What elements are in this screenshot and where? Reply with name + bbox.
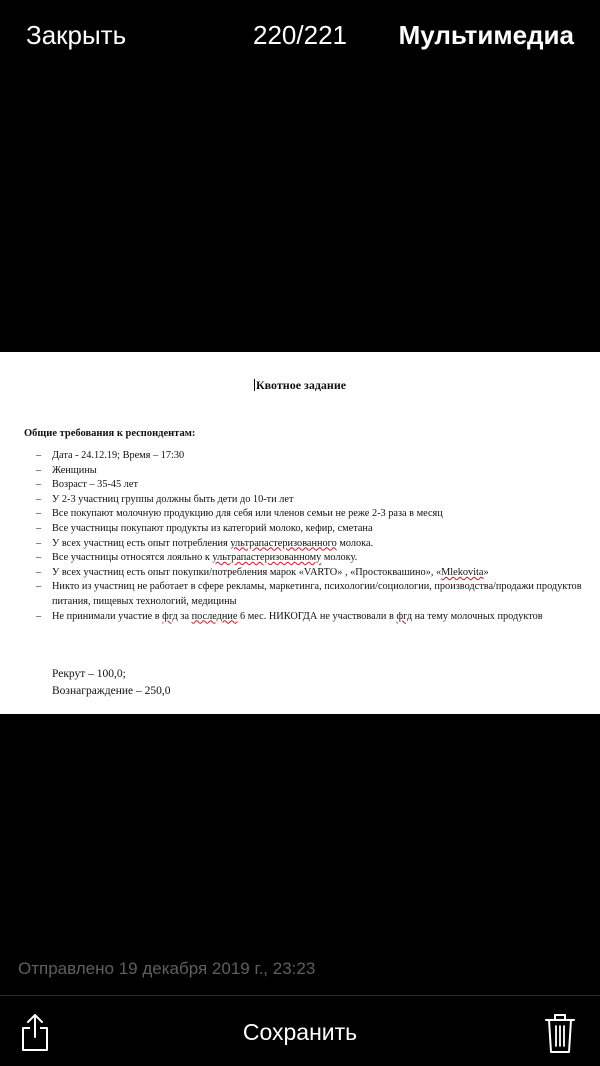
divider bbox=[0, 995, 600, 996]
document-title-text: Квотное задание bbox=[255, 378, 347, 392]
list-item: – Не принимали участие в фгд за последние 6 мес. НИКОГДА не участвовали в фгд на тему молочных продуктов bbox=[36, 610, 584, 625]
document-title bbox=[0, 378, 600, 393]
save-row bbox=[0, 1019, 600, 1046]
text-cursor bbox=[254, 379, 255, 391]
list-item: – Возраст – 35-45 лет bbox=[36, 478, 584, 493]
recruit-line: Рекрут – 100,0; bbox=[52, 668, 126, 680]
media-button[interactable]: Мультимедиа bbox=[398, 20, 574, 50]
document-subtitle: Общие требования к респондентам: bbox=[24, 428, 196, 439]
reward-line: Вознаграждение – 250,0 bbox=[52, 685, 171, 697]
top-bar bbox=[0, 0, 600, 72]
media-counter: 220/221 bbox=[253, 20, 347, 50]
sent-date: Отправлено 19 декабря 2019 г., 23:23 bbox=[18, 959, 316, 978]
close-button[interactable]: Закрыть bbox=[26, 20, 127, 50]
list-item: – У всех участниц есть опыт потребления ультрапастеризованного молока. bbox=[36, 537, 584, 552]
list-item: – Все покупают молочную продукцию для себя или членов семьи не реже 2-3 раза в месяц bbox=[36, 507, 584, 522]
requirements-list bbox=[36, 449, 584, 624]
list-item: – Женщины bbox=[36, 464, 584, 479]
document-image[interactable] bbox=[0, 352, 600, 714]
list-item: – Дата - 24.12.19; Время – 17:30 bbox=[36, 449, 584, 464]
list-item: – У всех участниц есть опыт покупки/потребления марок «VARTO» , «Простоквашино», «Mlekovita» bbox=[36, 566, 584, 581]
save-button[interactable]: Сохранить bbox=[242, 1019, 358, 1045]
list-item: – У 2-3 участниц группы должны быть дети до 10-ти лет bbox=[36, 493, 584, 508]
trash-icon[interactable] bbox=[544, 1012, 576, 1054]
payment-block bbox=[52, 666, 170, 700]
list-item: – Все участницы относятся лояльно к ультрапастеризованному молоку. bbox=[36, 551, 584, 566]
list-item: – Никто из участниц не работает в сфере рекламы, маркетинга, психологии/социологии, производства/продажи продуктов питания, пищевых технологий, медицины bbox=[36, 580, 584, 609]
list-item: – Все участницы покупают продукты из категорий молоко, кефир, сметана bbox=[36, 522, 584, 537]
